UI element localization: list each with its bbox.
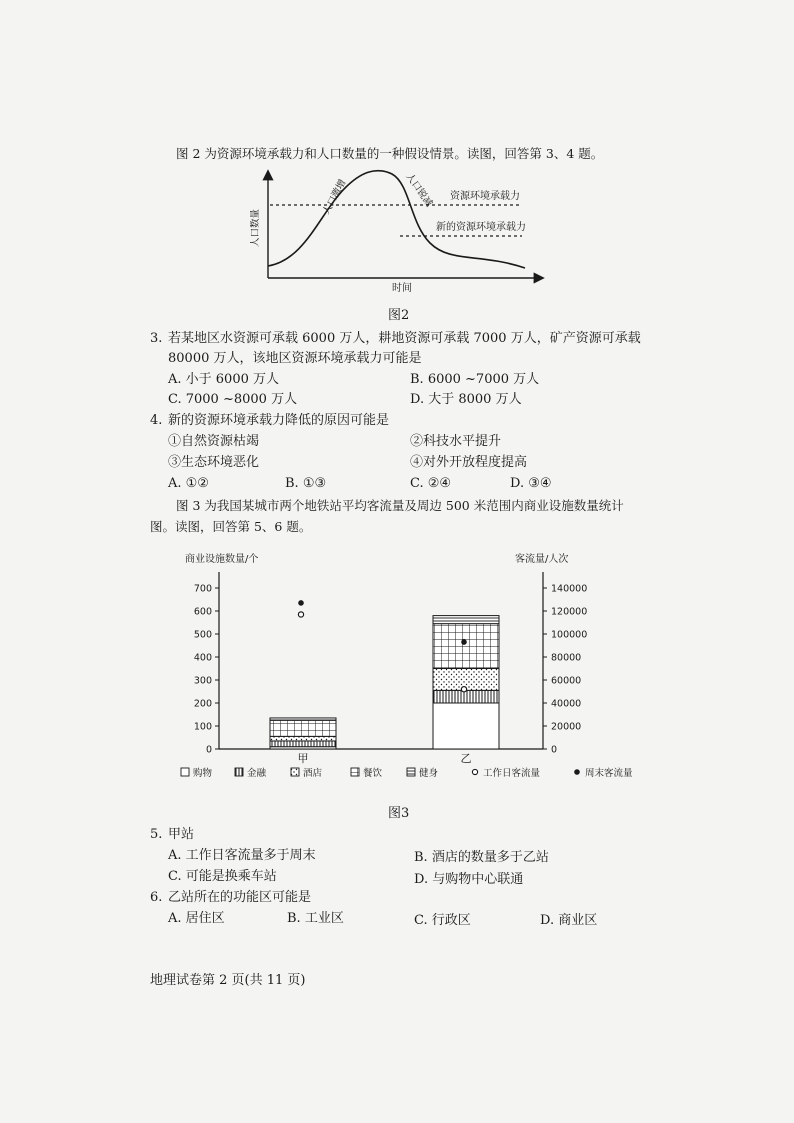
right-tick-label: 100000 [551,629,588,641]
q6-option-c[interactable]: C. 行政区 [414,913,471,928]
q3-stem1: 若某地区水资源可承载 6000 万人，耕地资源可承载 7000 万人，矿产资源可承载 [168,331,641,346]
legend-weekday-marker [472,769,477,774]
figure3-caption: 图3 [388,806,410,821]
legend-label: 周末客流量 [585,768,633,779]
q4-number: 4. [150,413,163,428]
fig2-label-decrease: 人口锐减 [403,171,435,209]
fig2-label-increase: 人口激增 [320,177,349,217]
fig2-label-capacity: 资源环境承载力 [450,191,520,202]
right-tick-label: 0 [551,744,558,756]
right-tick-label: 80000 [551,652,582,664]
q4-option-c[interactable]: C. ②④ [410,476,452,491]
q3-option-a[interactable]: A. 小于 6000 万人 [168,372,280,387]
q3-option-d[interactable]: D. 大于 8000 万人 [410,392,522,407]
q5-stem-row [150,827,194,843]
left-tick-label: 600 [193,606,212,618]
fig2-label-new-capacity: 新的资源环境承载力 [436,222,526,233]
left-tick-label: 500 [193,629,212,641]
category-label: 乙 [460,752,472,765]
fig2-x-label: 时间 [392,283,412,294]
q4-item-4: ④对外开放程度提高 [410,455,528,470]
q6-option-d[interactable]: D. 商业区 [540,913,598,928]
legend-swatch [235,768,243,776]
figure2-caption: 图2 [388,308,410,323]
page-footer: 地理试卷第 2 页(共 11 页) [150,973,306,988]
legend-swatch [291,768,299,776]
left-tick-label: 400 [193,652,212,664]
figure3-bar-chart [175,548,645,788]
q3-option-c[interactable]: C. 7000 ~8000 万人 [168,392,298,407]
q5-number: 5. [150,827,163,842]
q4-item-3: ③生态环境恶化 [168,455,260,470]
q5-option-d[interactable]: D. 与购物中心联通 [414,872,524,887]
q4-stem: 新的资源环境承载力降低的原因可能是 [168,413,390,428]
intro-figure3-line1: 图 3 为我国某城市两个地铁站平均客流量及周边 500 米范围内商业设施数量统计 [176,498,624,513]
legend-label: 健身 [419,768,439,779]
bar-segment-0-1 [270,741,336,747]
q3-option-b[interactable]: B. 6000 ~7000 万人 [410,372,540,387]
intro-figure3-line2: 图。读图，回答第 5、6 题。 [150,519,312,534]
left-tick-label: 200 [193,698,212,710]
q6-number: 6. [150,890,163,905]
legend-swatch [407,768,415,776]
legend-label: 餐饮 [363,768,383,779]
legend-swatch [181,768,189,776]
left-tick-label: 0 [205,744,212,756]
left-tick-label: 100 [193,721,212,733]
q4-item-1: ①自然资源枯竭 [168,434,260,449]
bar-segment-1-1 [433,690,499,703]
right-tick-label: 120000 [551,606,588,618]
right-tick-label: 40000 [551,698,582,710]
fig2-y-label: 人口数量 [250,208,261,248]
q6-stem-row [150,890,311,906]
q4-option-d[interactable]: D. ③④ [510,476,552,491]
right-axis-title: 客流量/人次 [515,554,569,565]
q3-stem-line2: 80000 万人，该地区资源环境承载力可能是 [168,351,422,366]
legend-label: 酒店 [303,768,323,779]
q6-stem: 乙站所在的功能区可能是 [168,890,312,905]
q4-option-a[interactable]: A. ①② [168,476,209,491]
legend-label: 购物 [193,768,213,779]
q5-option-c[interactable]: C. 可能是换乘车站 [168,869,277,884]
q5-option-a[interactable]: A. 工作日客流量多于周末 [168,848,316,863]
q3-number: 3. [150,331,163,346]
q6-option-b[interactable]: B. 工业区 [287,911,344,926]
q4-stem-row [150,413,389,429]
q5-option-b[interactable]: B. 酒店的数量多于乙站 [414,850,549,865]
right-tick-label: 140000 [551,583,588,595]
q4-option-b[interactable]: B. ①③ [285,476,327,491]
bar-segment-0-3 [270,720,336,736]
legend-swatch [351,768,359,776]
right-tick-label: 20000 [551,721,582,733]
left-axis-title: 商业设施数量/个 [185,554,259,565]
figure2-population-curve [250,168,550,298]
bar-segment-0-4 [270,718,336,720]
bar-segment-0-2 [270,736,336,741]
right-tick-label: 60000 [551,675,582,687]
q3-stem-line1 [150,331,641,347]
weekday-flow-point [461,687,466,692]
weekend-flow-point [298,600,304,606]
bar-segment-1-0 [433,703,499,749]
left-tick-label: 700 [193,583,212,595]
fig2-population-curve-line [268,171,525,268]
weekday-flow-point [298,612,303,617]
bar-segment-1-3 [433,624,499,669]
q5-stem: 甲站 [168,827,195,842]
q4-item-2: ②科技水平提升 [410,434,502,449]
left-tick-label: 300 [193,675,212,687]
legend-weekend-marker [574,769,580,775]
legend-label: 金融 [247,768,267,779]
weekend-flow-point [461,639,467,645]
bar-segment-1-4 [433,616,499,624]
legend-label: 工作日客流量 [483,768,541,779]
category-label: 甲 [297,752,309,765]
intro-figure2: 图 2 为资源环境承载力和人口数量的一种假设情景。读图，回答第 3、4 题。 [176,146,604,161]
q6-option-a[interactable]: A. 居住区 [168,911,225,926]
